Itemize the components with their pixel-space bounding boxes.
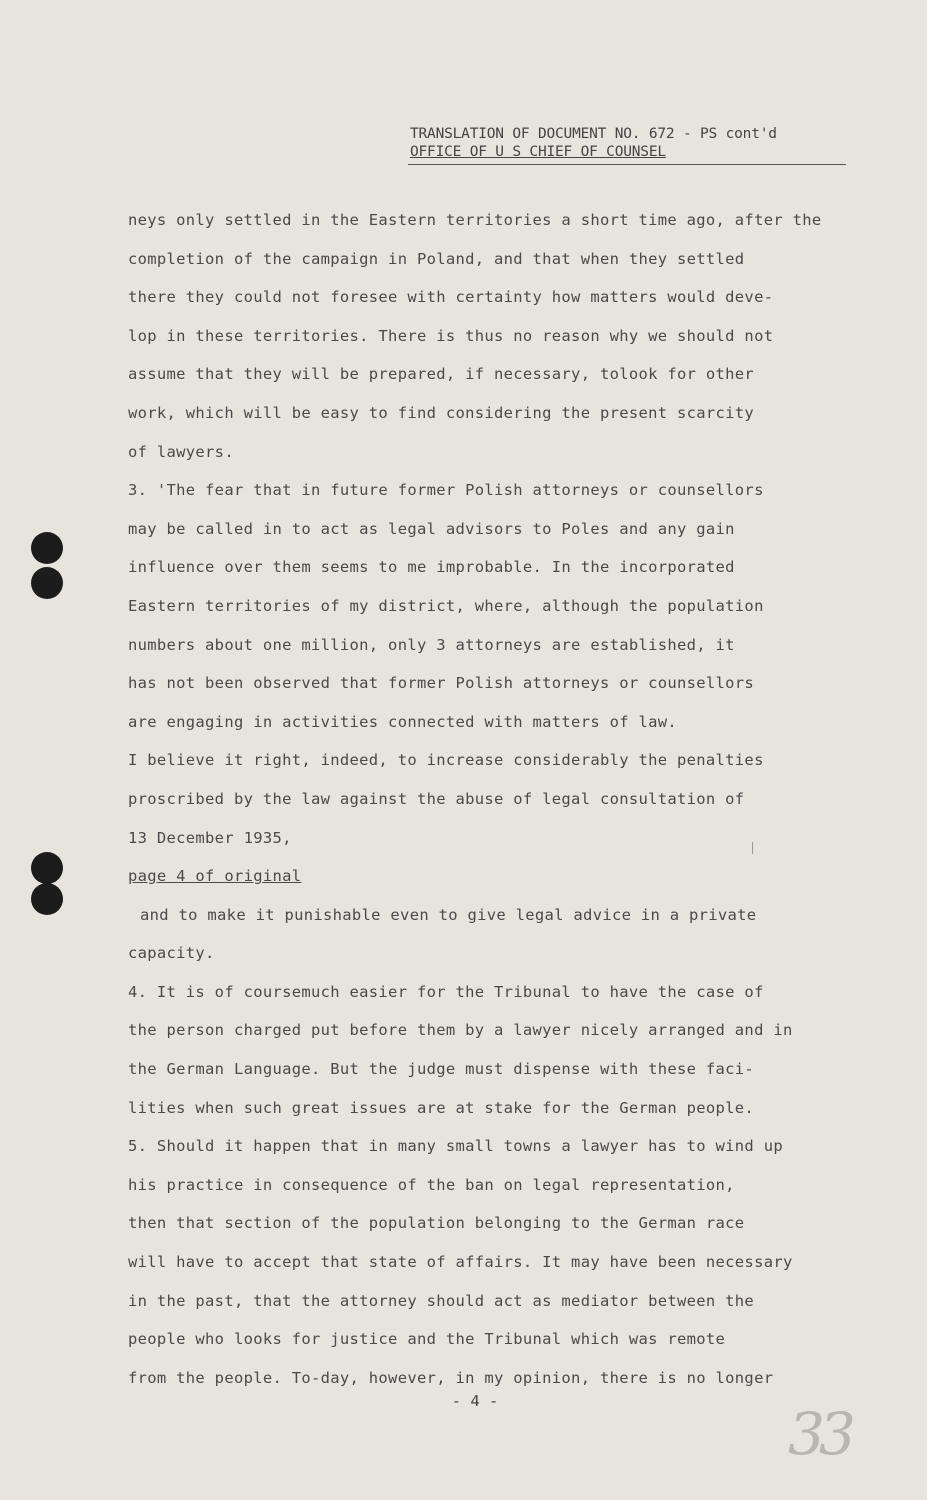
body-line: and to make it punishable even to give legal advice in a private (140, 905, 757, 924)
body-line: Eastern territories of my district, where, although the population (128, 596, 764, 615)
page-number: - 4 - (451, 1392, 499, 1410)
body-line: 5. Should it happen that in many small towns a lawyer has to wind up (128, 1137, 783, 1156)
body-line: numbers about one million, only 3 attorneys are established, it (128, 635, 735, 654)
body-line: lities when such great issues are at stake for the German people. (128, 1098, 755, 1117)
body-line: of lawyers. (128, 442, 234, 461)
body-line: his practice in consequence of the ban on legal representation, (128, 1175, 735, 1194)
body-line: the person charged put before them by a lawyer nicely arranged and in (128, 1021, 793, 1040)
header-rule (408, 164, 846, 165)
body-line: will have to accept that state of affairs. It may have been necessary (128, 1253, 793, 1272)
document-body (128, 201, 873, 1397)
body-line: neys only settled in the Eastern territories a short time ago, after the (128, 211, 822, 229)
punch-hole-icon (31, 567, 63, 599)
body-line: 4. It is of coursemuch easier for the Tribunal to have the case of (128, 982, 764, 1001)
body-line: in the past, that the attorney should act as mediator between the (128, 1291, 755, 1310)
body-line: lop in these territories. There is thus no reason why we should not (128, 326, 774, 345)
body-line: the German Language. But the judge must dispense with these faci- (128, 1060, 755, 1079)
header-office-line: OFFICE OF U S CHIEF OF COUNSEL (410, 144, 666, 160)
pencil-mark (752, 842, 753, 854)
body-line: has not been observed that former Polish attorneys or counsellors (128, 674, 755, 693)
body-line: completion of the campaign in Poland, and that when they settled (128, 249, 745, 268)
body-line: proscribed by the law against the abuse of legal consultation of (128, 789, 745, 808)
body-line: I believe it right, indeed, to increase considerably the penalties (128, 751, 764, 770)
body-line: influence over them seems to me improbable. In the incorporated (128, 558, 735, 577)
page-of-original-marker: page 4 of original (128, 867, 302, 886)
header-translation-line: TRANSLATION OF DOCUMENT NO. 672 - PS cont'd (410, 126, 777, 142)
document-header (410, 125, 777, 161)
punch-hole-icon (31, 852, 63, 884)
body-line: may be called in to act as legal advisors to Poles and any gain (128, 519, 735, 538)
body-line: from the people. To-day, however, in my opinion, there is no longer (128, 1368, 774, 1387)
body-line: people who looks for justice and the Tribunal which was remote (128, 1330, 726, 1349)
body-line: capacity. (128, 944, 215, 963)
body-line: are engaging in activities connected with matters of law. (128, 712, 678, 731)
body-line: then that section of the population belonging to the German race (128, 1214, 745, 1233)
body-line: 13 December 1935, (128, 828, 292, 847)
punch-hole-icon (31, 532, 63, 564)
body-line: assume that they will be prepared, if necessary, tolook for other (128, 365, 755, 384)
body-line: 3. 'The fear that in future former Polish attorneys or counsellors (128, 481, 764, 500)
punch-hole-icon (31, 883, 63, 915)
body-line: there they could not foresee with certainty how matters would deve- (128, 288, 774, 307)
body-line: work, which will be easy to find considering the present scarcity (128, 403, 755, 422)
handwritten-folio-number: 33 (788, 1400, 850, 1468)
